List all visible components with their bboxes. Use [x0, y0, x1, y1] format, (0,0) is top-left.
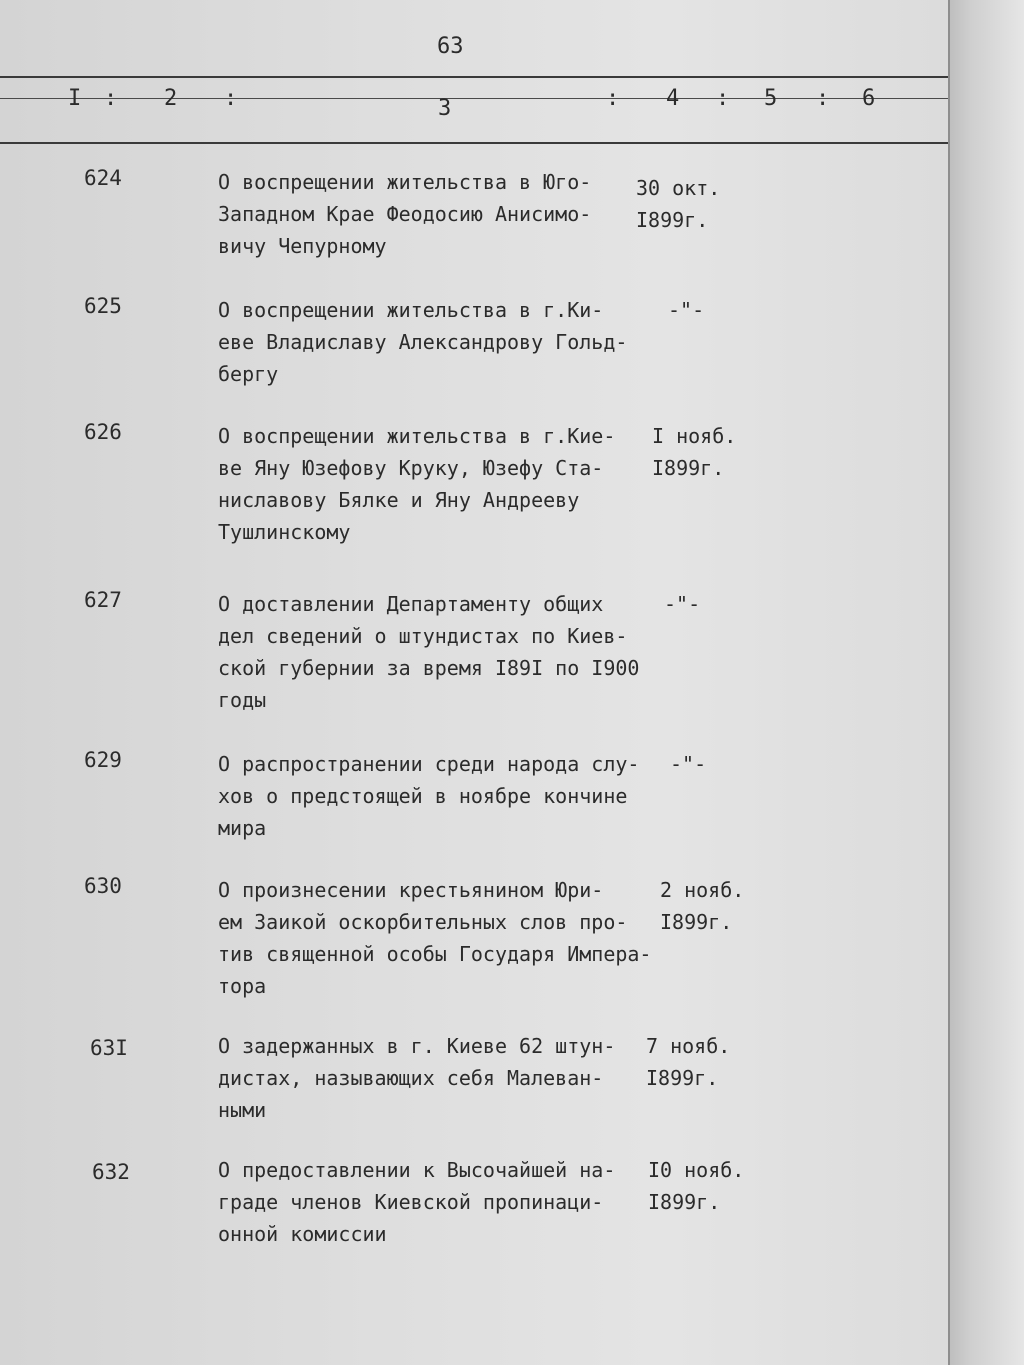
entry-date: [670, 748, 810, 780]
entry-description: [218, 874, 652, 1002]
description-line: О задержанных в г. Киеве 62 штун-: [218, 1034, 616, 1058]
column-separator: :: [104, 86, 118, 111]
date-line: I899г.: [646, 1066, 719, 1090]
date-line: 2 нояб.: [660, 878, 745, 902]
description-line: ниславову Бялке и Яну Андрееву: [218, 488, 580, 512]
date-line: I899г.: [652, 456, 725, 480]
entry-description: [218, 166, 648, 262]
date-line: I0 нояб.: [648, 1158, 745, 1182]
date-line: I899г.: [660, 910, 733, 934]
column-separator: :: [606, 86, 620, 111]
header-top-rule: [0, 76, 948, 78]
description-line: ными: [218, 1098, 267, 1122]
page-edge: [948, 0, 1024, 1365]
description-line: О воспрещении жительства в Юго-: [218, 170, 592, 194]
description-line: дел сведений о штундистах по Киев-: [218, 624, 628, 648]
description-line: еве Владиславу Александрову Гольд-: [218, 330, 628, 354]
column-header-3: 3: [438, 96, 452, 121]
header-middle-rule: [0, 98, 948, 99]
entry-number: 630: [84, 874, 122, 898]
description-line: О доставлении Департаменту общих: [218, 592, 604, 616]
entry-date: [648, 1154, 788, 1218]
description-line: О распространении среди народа слу-: [218, 752, 640, 776]
entry-date: [660, 874, 800, 938]
description-line: ской губернии за время I89I по I900: [218, 656, 640, 680]
description-line: тора: [218, 974, 267, 998]
column-header-6: 6: [862, 86, 876, 111]
date-line: 7 нояб.: [646, 1034, 731, 1058]
date-line: -"-: [670, 752, 707, 776]
entry-number: 632: [92, 1160, 130, 1184]
column-header-4: 4: [666, 86, 680, 111]
description-line: ем Заикой оскорбительных слов про-: [218, 910, 628, 934]
date-line: I нояб.: [652, 424, 737, 448]
entry-date: [636, 172, 776, 236]
date-line: -"-: [668, 298, 705, 322]
description-line: вичу Чепурному: [218, 234, 387, 258]
description-line: Западном Крае Феодосию Анисимо-: [218, 202, 592, 226]
entry-date: [664, 588, 804, 620]
date-line: -"-: [664, 592, 701, 616]
description-line: О предоставлении к Высочайшей на-: [218, 1158, 616, 1182]
entry-date: [668, 294, 808, 326]
entry-description: [218, 748, 648, 844]
column-header-5: 5: [764, 86, 778, 111]
column-header-2: 2: [164, 86, 178, 111]
entry-number: 624: [84, 166, 122, 190]
description-line: О произнесении крестьянином Юри-: [218, 878, 604, 902]
description-line: граде членов Киевской пропинаци-: [218, 1190, 604, 1214]
column-separator: :: [716, 86, 730, 111]
description-line: мира: [218, 816, 267, 840]
description-line: годы: [218, 688, 267, 712]
page-number: 63: [437, 34, 464, 59]
column-separator: :: [816, 86, 830, 111]
column-header-1: I: [68, 86, 82, 111]
date-line: I899г.: [636, 208, 709, 232]
description-line: ве Яну Юзефову Круку, Юзефу Ста-: [218, 456, 604, 480]
header-bottom-rule: [0, 142, 948, 144]
entry-description: [218, 1154, 648, 1250]
description-line: О воспрещении жительства в г.Кие-: [218, 424, 616, 448]
entry-number: 626: [84, 420, 122, 444]
entry-date: [652, 420, 792, 484]
column-separator: :: [224, 86, 238, 111]
description-line: бергу: [218, 362, 279, 386]
description-line: онной комиссии: [218, 1222, 387, 1246]
entry-number: 625: [84, 294, 122, 318]
date-line: I899г.: [648, 1190, 721, 1214]
entry-description: [218, 420, 648, 548]
description-line: тив священной особы Государя Импера-: [218, 942, 652, 966]
description-line: хов о предстоящей в ноябре кончине: [218, 784, 628, 808]
entry-description: [218, 294, 648, 390]
entry-description: [218, 1030, 648, 1126]
entry-number: 629: [84, 748, 122, 772]
entry-date: [646, 1030, 786, 1094]
description-line: О воспрещении жительства в г.Ки-: [218, 298, 604, 322]
entry-description: [218, 588, 648, 716]
description-line: дистах, называющих себя Малеван-: [218, 1066, 604, 1090]
description-line: Тушлинскому: [218, 520, 351, 544]
date-line: 30 окт.: [636, 176, 721, 200]
entry-number: 63I: [90, 1036, 128, 1060]
entry-number: 627: [84, 588, 122, 612]
